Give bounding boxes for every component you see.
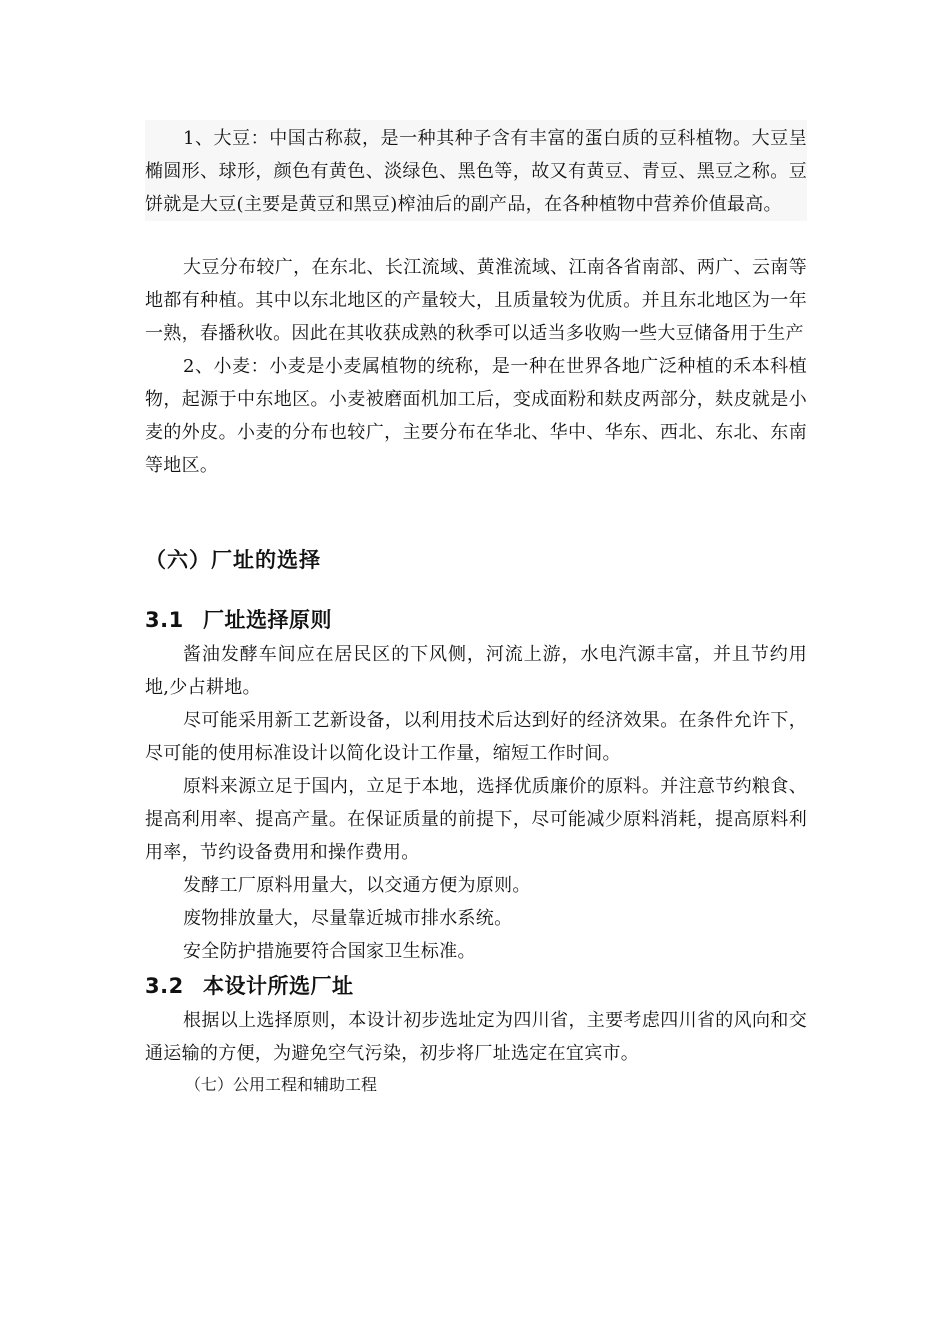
paragraph-site-principle-2: 尽可能采用新工艺新设备，以利用技术后达到好的经济效果。在条件允许下，尽可能的使用标准设计以简化设计工作量，缩短工作时间。	[145, 710, 807, 764]
paragraph-wheat: 2、小麦：小麦是小麦属植物的统称，是一种在世界各地广泛种植的禾本科植物，起源于中东地区。小麦被磨面机加工后，变成面粉和麸皮两部分，麸皮就是小麦的外皮。小麦的分布也较广，主要分布在华北、华中、华东、西北、东北、东南等地区。	[145, 356, 807, 476]
paragraph-site-principle-1: 酱油发酵车间应在居民区的下风侧，河流上游，水电汽源丰富，并且节约用地,少占耕地。	[145, 644, 807, 698]
paragraph-selected-site: 根据以上选择原则，本设计初步选址定为四川省，主要考虑四川省的风向和交通运输的方便，为避免空气污染，初步将厂址选定在宜宾市。	[145, 1010, 807, 1064]
subsection-number: 3.2	[145, 974, 184, 998]
paragraph-site-principle-3: 原料来源立足于国内，立足于本地，选择优质廉价的原料。并注意节约粮食、提高利用率、提高产量。在保证质量的前提下，尽可能减少原料消耗，提高原料利用率，节约设备费用和操作费用。	[145, 776, 807, 863]
paragraph-site-principle-4: 发酵工厂原料用量大，以交通方便为原则。	[183, 875, 531, 896]
paragraph-site-principle-6: 安全防护措施要符合国家卫生标准。	[183, 941, 476, 962]
paragraph-soybean: 1、大豆：中国古称菽，是一种其种子含有丰富的蛋白质的豆科植物。大豆呈椭圆形、球形，颜色有黄色、淡绿色、黑色等，故又有黄豆、青豆、黑豆之称。豆饼就是大豆(主要是黄豆和黑豆)榨油后的副产品，在各种植物中营养价值最高。	[145, 128, 807, 215]
shaded-paragraph-block	[145, 120, 807, 221]
subsection-number: 3.1	[145, 608, 184, 632]
spacer	[145, 221, 807, 251]
subsection-title: 本设计所选厂址	[203, 974, 354, 998]
subsection-heading-3-1	[145, 604, 807, 634]
document-page	[145, 120, 807, 1100]
paragraph-soybean-distribution: 大豆分布较广，在东北、长江流域、黄淮流域、江南各省南部、两广、云南等地都有种植。其中以东北地区的产量较大，且质量较为优质。并且东北地区为一年一熟，春播秋收。因此在其收获成熟的秋季可以适当多收购一些大豆储备用于生产	[145, 257, 807, 344]
section-heading-7: （七）公用工程和辅助工程	[185, 1075, 378, 1094]
subsection-heading-3-2	[145, 970, 807, 1000]
subsection-title: 厂址选择原则	[203, 608, 332, 632]
paragraph-site-principle-5: 废物排放量大，尽量靠近城市排水系统。	[183, 908, 513, 929]
section-heading-6: （六）厂址的选择	[145, 548, 321, 572]
